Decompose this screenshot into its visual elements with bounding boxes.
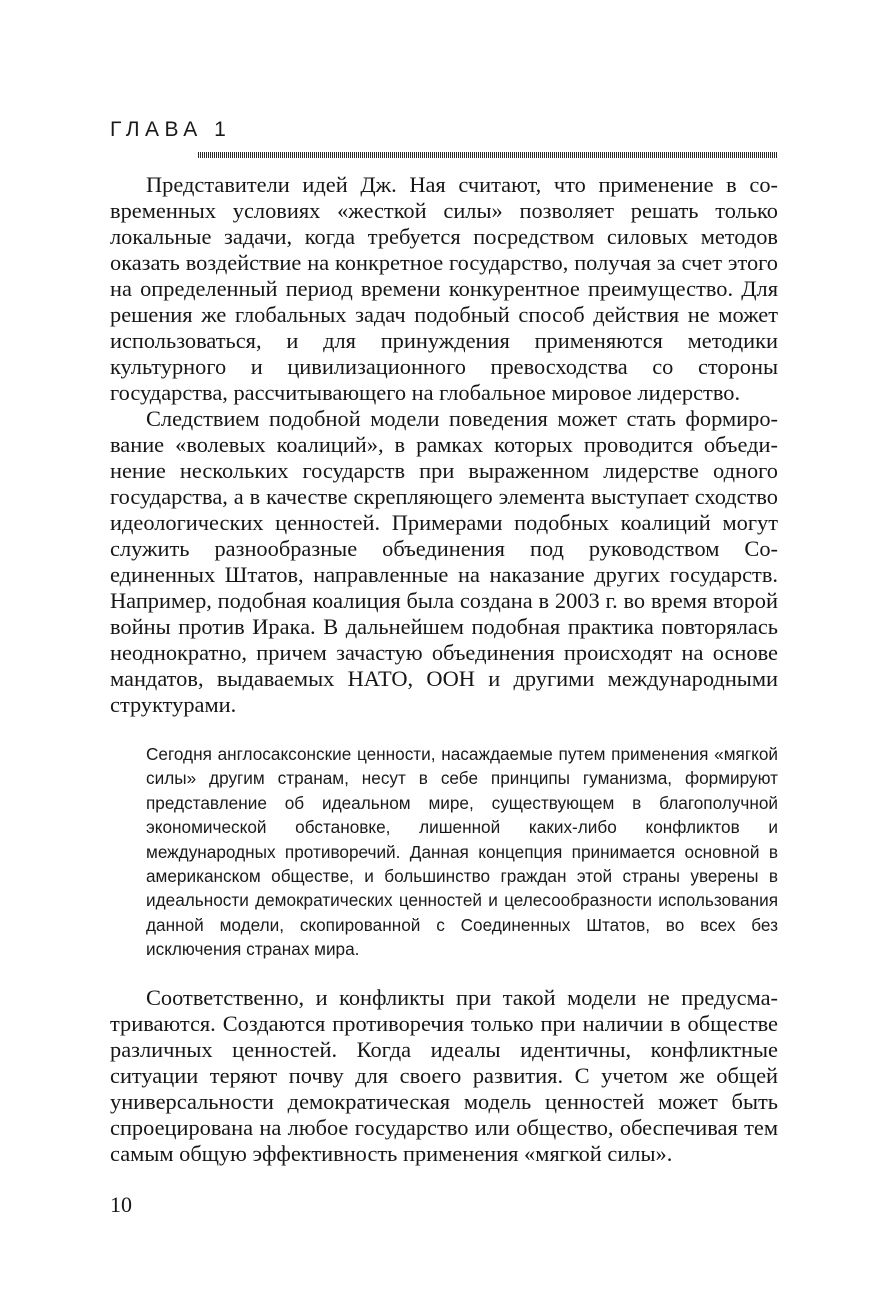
highlighted-quote: Сегодня англосаксонские ценности, насаждаемые путем применения «мягкой силы» другим странам, несут в себе принципы гуманизма, формируют представление об идеальном мире, существующем в благополучной экономической обстановке, лишенной каких-либо конфликтов и международных противоречий. Данная концепция принимается основной в американском обществе, и большинство граждан этой страны уверены в идеальности демократических ценностей и целесообразности использования данной модели, скопированной с Соединенных Штатов, во всех без исключения странах мира. xyxy=(146,744,778,960)
page-number: 10 xyxy=(110,1192,132,1217)
body-paragraph-3: Соответственно, и конфликты при такой модели не предусматриваются. Создаются противоречия только при наличии в обществе различных ценностей. Когда идеалы идентичны, конфликтные ситуации теряют почву для своего развития. С учетом же общей универсальности демократическая модель ценностей может быть спроецирована на любое государство или общество, обеспечивая тем самым общую эффективность применения «мягкой силы». xyxy=(110,984,778,1166)
header-rule xyxy=(198,152,778,158)
body-paragraph-2: Следствием подобной модели поведения может стать формирование «волевых коалиций», в рамках которых проводится объединение нескольких государств при выраженном лидерстве одного государства, а в качестве скрепляющего элемента выступает сходство идеологических ценностей. Примерами подобных коалиций могут служить разнообразные объединения под руководством Соединенных Штатов, направленные на наказание других государств. Например, подобная коалиция была создана в 2003 г. во время второй войны против Ирака. В дальнейшем подобная практика повторялась неоднократно, причем зачастую объединения происходят на основе мандатов, выдаваемых НАТО, ООН и другими международными структурами. xyxy=(110,406,778,717)
page-content xyxy=(110,172,778,1167)
chapter-label: ГЛАВА 1 xyxy=(110,118,232,141)
chapter-header xyxy=(110,118,778,142)
body-paragraph-1: Представители идей Дж. Ная считают, что применение в современных условиях «жесткой силы» позволяет решать только локальные задачи, когда требуется посредством силовых методов оказать воздействие на конкретное государство, получая за счет этого на определенный период времени конкурентное преимущество. Для решения же глобальных задач подобный способ действия не может использоваться, и для принуждения применяются методики культурного и цивилизационного превосходства со стороны государства, рассчитывающего на глобальное мировое лидерство. xyxy=(110,172,778,405)
